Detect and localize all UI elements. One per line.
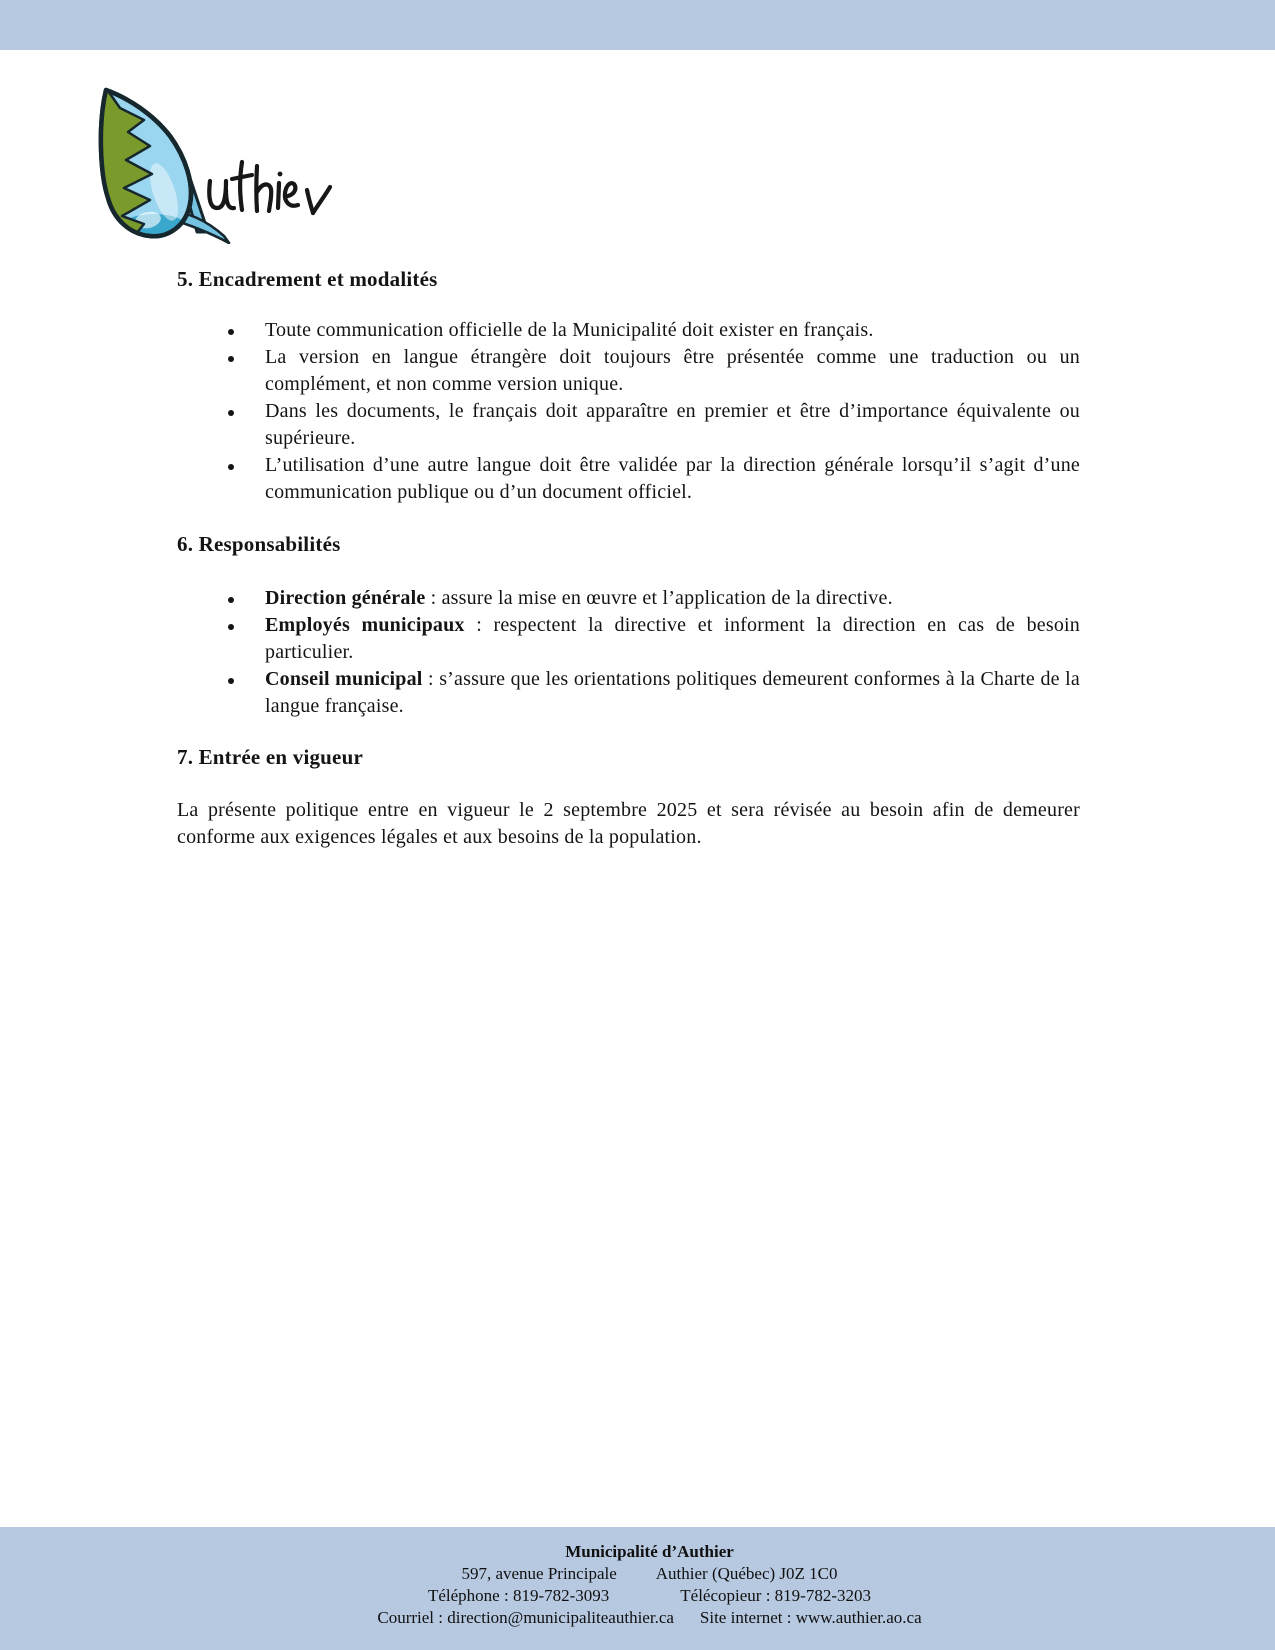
footer-org-name: Municipalité d’Authier	[565, 1542, 734, 1561]
list-item	[177, 585, 1080, 612]
list-item	[177, 398, 1080, 452]
bullet-dot	[228, 624, 234, 630]
section-title-responsabilites: 6. Responsabilités	[177, 532, 341, 556]
bullet-text: : assure la mise en œuvre et l’application de la directive.	[425, 587, 893, 609]
bullet-list-responsabilites	[177, 585, 1080, 720]
list-item	[177, 666, 1080, 720]
footer-city-postal: Authier (Québec) J0Z 1C0	[655, 1564, 838, 1583]
footer-phone: Téléphone : 819-782-3093	[427, 1586, 610, 1605]
bullet-dot	[228, 678, 234, 684]
bullet-lead: Direction générale	[265, 587, 426, 609]
top-border-band	[0, 0, 1275, 50]
bullet-lead: Employés municipaux	[265, 614, 465, 636]
footer-email: Courriel : direction@municipaliteauthier.ca	[377, 1608, 674, 1627]
document-body	[177, 265, 1080, 851]
footer-phone-row	[12, 1585, 1275, 1607]
footer-contact-block	[12, 1563, 1275, 1629]
footer-street-address: 597, avenue Principale	[461, 1564, 617, 1583]
section-title-encadrement: 5. Encadrement et modalités	[177, 267, 438, 291]
footer-fax: Télécopieur : 819-782-3203	[680, 1586, 871, 1605]
section-title-entree-en-vigueur: 7. Entrée en vigueur	[177, 745, 363, 769]
authier-logo-svg	[98, 84, 334, 244]
list-item	[177, 612, 1080, 666]
footer-website: Site internet : www.authier.ao.ca	[699, 1608, 922, 1627]
list-item	[177, 317, 1080, 344]
bullet-text: La version en langue étrangère doit toujours être présentée comme une traduction ou un complément, et non comme version unique.	[265, 346, 1080, 395]
bullet-text: Dans les documents, le français doit apparaître en premier et être d’importance équivalente ou supérieure.	[265, 400, 1080, 449]
bullet-lead: Conseil municipal	[265, 668, 423, 690]
effective-date-paragraph: La présente politique entre en vigueur le 2 septembre 2025 et sera révisée au besoin afin de demeurer conforme aux exigences légales et aux besoins de la population.	[177, 799, 1080, 848]
page-footer	[0, 1527, 1275, 1650]
list-item	[177, 344, 1080, 398]
footer-address-row	[12, 1563, 1275, 1585]
bullet-dot	[228, 356, 234, 362]
bullet-dot	[228, 410, 234, 416]
bullet-text: : s’assure que les orientations politiques demeurent conformes à la Charte de la langue française.	[265, 668, 1080, 717]
bullet-text: Toute communication officielle de la Municipalité doit exister en français.	[265, 319, 874, 341]
list-item	[177, 452, 1080, 506]
footer-web-row	[12, 1607, 1275, 1629]
bullet-dot	[228, 329, 234, 335]
bullet-text: : respectent la directive et informent la direction en cas de besoin particulier.	[265, 614, 1080, 663]
wordmark-uthier	[209, 162, 330, 213]
leaf-icon	[98, 88, 192, 244]
bullet-list-encadrement	[177, 317, 1080, 506]
bullet-dot	[228, 464, 234, 470]
bullet-dot	[228, 597, 234, 603]
authier-logo	[98, 84, 334, 244]
bullet-text: L’utilisation d’une autre langue doit être validée par la direction générale lorsqu’il s’agit d’une communication publique ou d’un document officiel.	[265, 454, 1080, 503]
